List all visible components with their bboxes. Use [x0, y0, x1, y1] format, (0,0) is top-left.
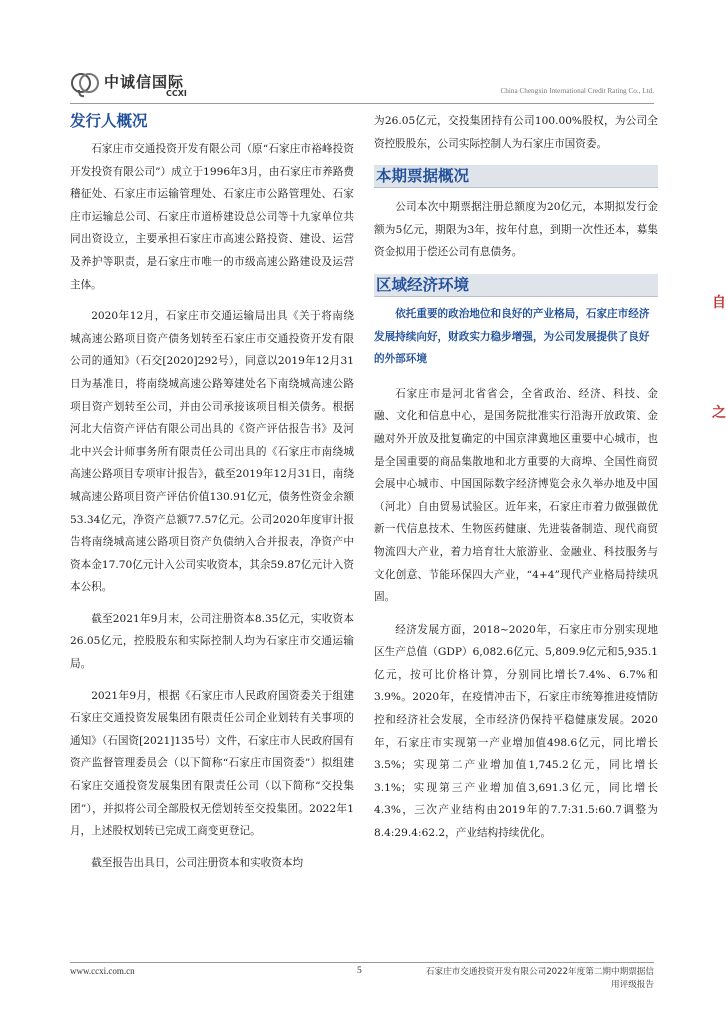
- logo-english-name: CCXI: [166, 89, 187, 98]
- section-title-notes: 本期票据概况: [374, 165, 658, 188]
- header-divider: [70, 103, 654, 104]
- paragraph-continued: 为26.05亿元，交投集团持有公司100.00%股权，为公司全资控股股东，公司实际控制人为石家庄市国资委。: [374, 115, 658, 150]
- footer-report-title: 石家庄市交通投资开发有限公司2022年度第二期中期票据信用评级报告: [425, 967, 654, 990]
- page-header: [70, 70, 654, 104]
- footer-website: www.ccxi.com.cn: [70, 966, 135, 976]
- edge-mark: 之: [712, 405, 726, 421]
- paragraph: 截至报告出具日，公司注册资本和实收资本均: [91, 856, 304, 869]
- company-english-name: China Chengxin International Credit Rating Co., Ltd.: [500, 87, 654, 95]
- paragraph: 2020年12月，石家庄市交通运输局出具《关于将南绕城高速公路项目资产债务划转至石家庄市交通投资开发有限公司的通知》（石交[2020]292号），同意以2019年12月31日为基准日，将南绕城高速公路筹建处名下南绕城高速公路项目资产划转至公司，并由公司承接该项目相关债务。根据河北大信资产评估有限公司出具的《资产评估报告书》及河北中兴会计师事务所有限责任公司出具的《石家庄市南绕城高速公路项目专项审计报告》，截至2019年12月31日，南绕城高速公路项目资产评估价值130.91亿元，债务性资金余额53.34亿元，净资产总额77.57亿元。公司2020年度审计报告将南绕城高速公路项目资产负债纳入合并报表，净资产中资本金17.70亿元计入公司实收资本，其余59.87亿元计入资本公积。: [70, 310, 354, 594]
- section-title-regional-economy: 区域经济环境: [374, 274, 658, 297]
- elephant-logo-icon: [70, 72, 100, 98]
- footer-divider: [70, 962, 654, 963]
- section-subtitle: 依托重要的政治地位和良好的产业格局，石家庄市经济发展持续向好，财政实力稳步增强，为公司发展提供了良好的外部环境: [374, 307, 650, 366]
- paragraph: 截至2021年9月末，公司注册资本8.35亿元，实收资本26.05亿元，控股股东和实际控制人均为石家庄市交通运输局。: [70, 612, 354, 671]
- edge-mark: 自: [712, 295, 726, 311]
- paragraph: 石家庄市交通投资开发有限公司（原“石家庄市裕峰投资开发投资有限公司”）成立于1996年3月，由石家庄市养路费稽征处、石家庄市运输管理处、石家庄市公路管理处、石家庄市运输总公司、石家庄市道桥建设总公司等十九家单位共同出资设立，主要承担石家庄市高速公路投资、建设、运营及养护等职责，是石家庄市唯一的市级高速公路建设及运营主体。: [70, 143, 354, 291]
- logo-chinese-name: 中诚信国际: [104, 73, 185, 91]
- right-column: [374, 110, 658, 845]
- ccxi-logo: [70, 70, 210, 100]
- paragraph: 公司本次中期票据注册总额度为20亿元，本期拟发行金额为5亿元，期限为3年，按年付息，到期一次性还本，募集资金拟用于偿还公司有息债务。: [374, 201, 658, 259]
- page-number: 5: [357, 966, 362, 976]
- paragraph: 石家庄市是河北省省会，全省政治、经济、科技、金融、文化和信息中心，是国务院批准实行沿海开放政策、金融对外开放及批复确定的中国京津冀地区重要中心城市，也是全国重要的商品集散地和北方重要的大商埠、全国性商贸会展中心城市、中国国际数字经济博览会永久举办地及中国（河北）自由贸易试验区。近年来，石家庄市着力做强做优新一代信息技术、生物医药健康、先进装备制造、现代商贸物流四大产业，着力培育壮大旅游业、金融业、科技服务与文化创意、节能环保四大产业，“4+4”现代产业格局持续巩固。: [374, 387, 658, 604]
- section-title-issuer: 发行人概况: [70, 112, 148, 130]
- left-column: [70, 110, 354, 874]
- paragraph: 经济发展方面，2018~2020年，石家庄市分别实现地区生产总值（GDP）6,082.6亿元、5,809.9亿元和5,935.1亿元，按可比价格计算，分别同比增长7.4%、6.7%和3.9%。2020年，在疫情冲击下，石家庄市统筹推进疫情防控和经济社会发展，全市经济仍保持平稳健康发展。2020年，石家庄市实现第一产业增加值498.6亿元，同比增长3.5%；实现第二产业增加值1,745.2亿元，同比增长3.1%；实现第三产业增加值3,691.3亿元，同比增长4.3%，三次产业结构由2019年的7.7:31.5:60.7调整为8.4:29.4:62.2，产业结构持续优化。: [374, 623, 658, 840]
- paragraph: 2021年9月，根据《石家庄市人民政府国资委关于组建石家庄交通投资发展集团有限责任公司企业划转有关事项的通知》（石国资[2021]135号）文件，石家庄市人民政府国有资产监督管理委员会（以下简称“石家庄市国资委”）拟组建石家庄交通投资发展集团有限责任公司（以下简称“交投集团”），并拟将公司全部股权无偿划转至交投集团。2022年1月，上述股权划转已完成工商变更登记。: [70, 689, 354, 838]
